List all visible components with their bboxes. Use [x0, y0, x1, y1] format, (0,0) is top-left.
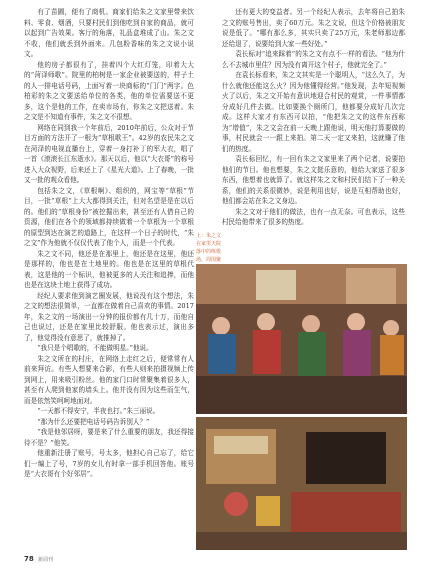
article-left-column [24, 7, 194, 542]
tv [306, 432, 386, 484]
sofa [291, 492, 401, 532]
person-head [257, 313, 275, 331]
paragraph: 朱之文所在的村庄，在网络上走红之后，便常常有人前来拜访。有些人想要来合影，有些人则来拍摄视频上传到网上，用来吸引粉丝。他的家门口时常聚集着很多人，甚至有人爬到他家的墙头上。他并没有因为这些而生气，而是依然笑呵呵地面对。 [24, 354, 194, 405]
person-body [253, 330, 281, 374]
paragraph: 袁长标回忆，有一回有朱之文家里来了两个记者，说要拍他们的节目。他也想要，朱之文挺乐意的，他给大家送了很多东西，他想着也就算了。就这样朱之文和村民们结下了一种关系，他们的关系很微妙，说是利用也好，说是互相帮助也好，他们都会站在朱之文身边。 [222, 155, 405, 205]
page-number: 78 [24, 555, 34, 563]
paragraph: “我是他邻居呀，要是来了什么重要的朋友，我还得接待不是？”他笑。 [24, 428, 194, 447]
person-head [302, 315, 320, 333]
floor-bottom [196, 532, 407, 550]
paragraph: “那为什么还要把电话号码告诉别人？” [37, 417, 150, 426]
gift-boxes [224, 492, 248, 516]
door [346, 268, 396, 304]
gift-boxes [256, 496, 280, 526]
person-body [298, 332, 326, 376]
photo-caption: 上：朱之文在家里天院落中的练歌场，周围聚 [196, 233, 222, 263]
paragraph: 包括朱之文，《草根啊》、组织的，网宝等“草根”节目，一批“草根”上大大都得到关注，但对名望是是在以后的。他们的“草根身份”被挖掘出来，甚至还有人借自己的资源，他们在各个的领域都持续做着一个草根为一个草根的原型到达在演艺的道路上，在这样一个日子的时代，“朱之文”作为他就不仅仅代表了他个人，而是一个代表。 [24, 186, 194, 247]
person-head [212, 317, 230, 335]
paragraph: 袁长标对“追来踩着”的朱之文有点不一样的看法。“他为什么不去城市里住？因为没有离开这个村子，他就完全了。” [222, 50, 405, 69]
person-body [343, 330, 371, 376]
shelf [214, 436, 268, 454]
person-body [208, 334, 236, 374]
person-body [380, 335, 404, 375]
photo-illustration [196, 264, 407, 550]
magazine-name: 新周刊 [38, 557, 54, 563]
paragraph: 朱之文不同，他还是在那里上，他还是在这里，他还是那样的，他也是在土地里的。他也是在这里的草根代表，这是他的一个标识，他被更多的人关注和追捧，而他也是在这块土地上获得了成功。 [24, 249, 194, 289]
floor [196, 376, 407, 414]
article-photo [196, 264, 407, 550]
photo-divider [196, 414, 407, 417]
paragraph: “一天都不得安宁，半夜也打。”朱三丽说。 [37, 407, 160, 415]
page-footer [0, 553, 427, 567]
window [256, 270, 296, 300]
paragraph: 网络在同到我一个年前后，2010年前后，公众对于节目方面的方法开了一根为“草根歌王”。42岁的农民朱之文在菏泽的电视直播台上，穿着一身打补丁的军大衣，唱了一首《滚滚长江东逝水》。那天以后，他以“大衣哥”的称号进入大众视野，后来还上了《星光大道》。上了春晚，一批又一批的观众看他。 [24, 123, 194, 184]
person-head [347, 313, 365, 331]
paragraph: 有了苗圃，便有了商机。商家们给朱之文家里带来饮料、零食、烟酒，只要村民们到他吃到自家的商品，就可以起到广告效果。客厅的角落，礼品盒堆成了山。朱之文不收，他们就丢到外面来。几包粉香味的朱之文说小说文。 [24, 8, 194, 58]
paragraph: 在袁长标看来，朱之文其实是一个聪明人，“这么久了，为什么就他还能这么火？因为他懂得经营。”他发现，去年短视频火了以后，朱之文开始有意识地迎合村民的观赏，一件事情都分成好几件去做。比如要换个厕所门，他都要分成好几次完成。这样大家才有东西可以拍，“他把朱之文的这件东西称为“增值”，朱之文会在前一天晚上跟他说，明天他打算要做的事，村民就会一一跟上来拍。第二天一定又来拍，这就赚了他们的热度。 [222, 71, 405, 153]
paragraph: 还有更大的变益者。另一个经纪人表示，去年将自己拍朱之文的账号售出，卖了60万元。朱之文说，但这个价格被朋友说是低了。“哪有那么多，其实只卖了25万元，朱老师那边都还给退了，说要给到大家一些好处。” [222, 8, 405, 48]
paragraph: 朱之文对于他们的做法，也有一点无奈。可也表示，这些村民给他带来了很多的热度。 [222, 207, 405, 226]
person-head [383, 320, 399, 336]
paragraph: “我只是个唱歌的，不能做明星。”他说。 [37, 344, 153, 352]
paragraph: 他的房子都很有了，挂着四个大红灯笼，印着大大的“菏泽师歌”。院里的柏树是一家企业被要送的，样子土的人一排电话号码，上面写着一块商标的“门门”两字。色柏彩的朱之文要送给单位的各类，他的单位需要送不更多，这个是他的工作，在卖市场有，你朱之文把送着。朱之文是不知道有事件，朱之文不很想。 [24, 60, 194, 121]
paragraph: 经纪人要求他到演艺圈发展，他说没有这个想法，朱之文的想法很简单，一直都在做着自己喜欢的事情。2017年，朱之文的一场演出一分钟的报价都有几十万，而他自己也说过，还是在家里比较舒服。他也表示过，演出多了，他觉得没有意思了，就推掉了。 [24, 291, 194, 342]
paragraph: 他重新注册了账号，号太多，他担心自己忘了，给它们一编上了号，7岁的女儿有时拿一部手机回答他。账号是“大衣哥有个好邻居”。 [24, 449, 194, 478]
article-right-column [222, 7, 405, 265]
